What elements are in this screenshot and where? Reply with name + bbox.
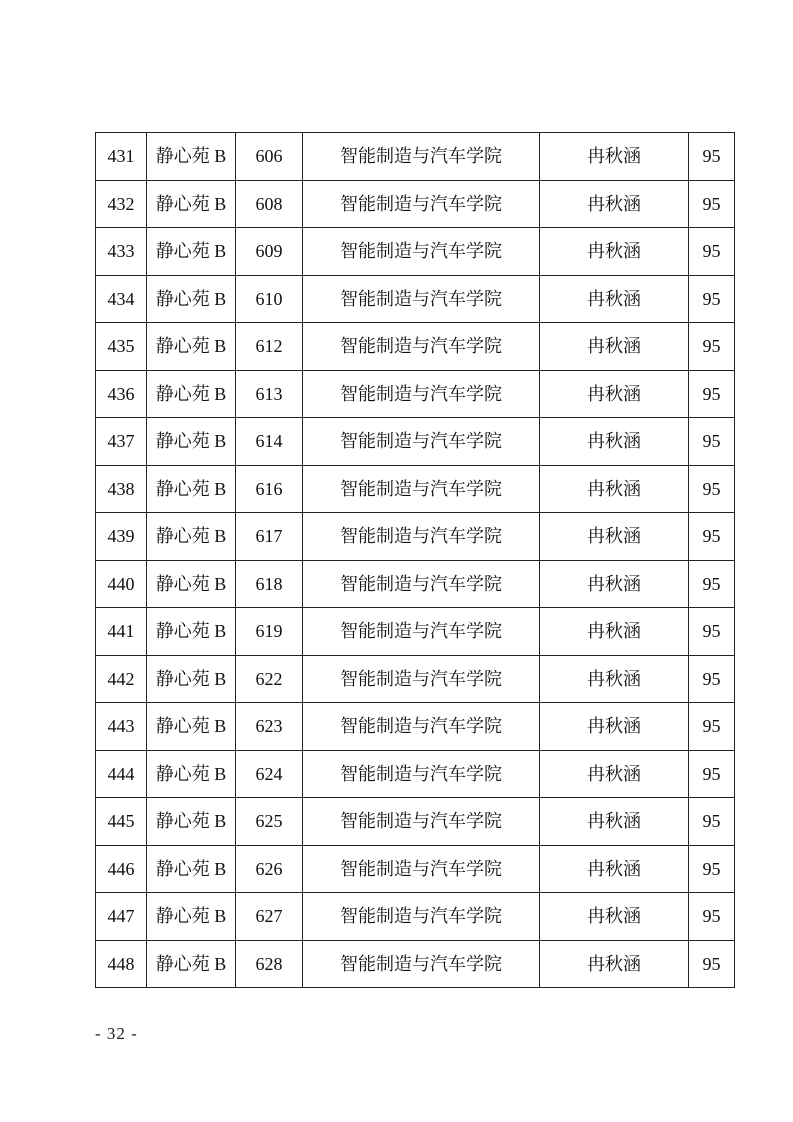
college-cell: 智能制造与汽车学院 <box>303 133 540 181</box>
inspector-cell: 冉秋涵 <box>540 560 689 608</box>
table-row <box>96 228 735 276</box>
row-index-cell: 437 <box>96 418 147 466</box>
row-index-cell: 436 <box>96 370 147 418</box>
building-cell: 静心苑 B <box>147 228 236 276</box>
building-cell: 静心苑 B <box>147 608 236 656</box>
inspector-cell: 冉秋涵 <box>540 655 689 703</box>
room-number-cell: 609 <box>236 228 303 276</box>
building-cell: 静心苑 B <box>147 465 236 513</box>
row-index-cell: 448 <box>96 940 147 988</box>
building-cell: 静心苑 B <box>147 133 236 181</box>
row-index-cell: 431 <box>96 133 147 181</box>
row-index-cell: 435 <box>96 323 147 371</box>
table-row <box>96 275 735 323</box>
inspector-cell: 冉秋涵 <box>540 940 689 988</box>
row-index-cell: 441 <box>96 608 147 656</box>
room-number-cell: 624 <box>236 750 303 798</box>
college-cell: 智能制造与汽车学院 <box>303 845 540 893</box>
row-index-cell: 432 <box>96 180 147 228</box>
inspector-cell: 冉秋涵 <box>540 370 689 418</box>
row-index-cell: 444 <box>96 750 147 798</box>
college-cell: 智能制造与汽车学院 <box>303 560 540 608</box>
building-cell: 静心苑 B <box>147 560 236 608</box>
row-index-cell: 442 <box>96 655 147 703</box>
college-cell: 智能制造与汽车学院 <box>303 655 540 703</box>
score-cell: 95 <box>689 370 735 418</box>
table-row <box>96 940 735 988</box>
score-cell: 95 <box>689 750 735 798</box>
college-cell: 智能制造与汽车学院 <box>303 465 540 513</box>
building-cell: 静心苑 B <box>147 940 236 988</box>
building-cell: 静心苑 B <box>147 750 236 798</box>
building-cell: 静心苑 B <box>147 275 236 323</box>
room-number-cell: 625 <box>236 798 303 846</box>
row-index-cell: 445 <box>96 798 147 846</box>
college-cell: 智能制造与汽车学院 <box>303 608 540 656</box>
row-index-cell: 438 <box>96 465 147 513</box>
table-row <box>96 323 735 371</box>
score-cell: 95 <box>689 180 735 228</box>
score-cell: 95 <box>689 465 735 513</box>
college-cell: 智能制造与汽车学院 <box>303 703 540 751</box>
room-number-cell: 610 <box>236 275 303 323</box>
room-number-cell: 614 <box>236 418 303 466</box>
building-cell: 静心苑 B <box>147 845 236 893</box>
room-number-cell: 613 <box>236 370 303 418</box>
table-row <box>96 798 735 846</box>
building-cell: 静心苑 B <box>147 798 236 846</box>
college-cell: 智能制造与汽车学院 <box>303 418 540 466</box>
college-cell: 智能制造与汽车学院 <box>303 228 540 276</box>
inspector-cell: 冉秋涵 <box>540 465 689 513</box>
building-cell: 静心苑 B <box>147 418 236 466</box>
room-number-cell: 606 <box>236 133 303 181</box>
college-cell: 智能制造与汽车学院 <box>303 940 540 988</box>
building-cell: 静心苑 B <box>147 370 236 418</box>
row-index-cell: 433 <box>96 228 147 276</box>
college-cell: 智能制造与汽车学院 <box>303 370 540 418</box>
table-body <box>96 133 735 988</box>
building-cell: 静心苑 B <box>147 703 236 751</box>
score-cell: 95 <box>689 418 735 466</box>
score-cell: 95 <box>689 703 735 751</box>
score-cell: 95 <box>689 845 735 893</box>
college-cell: 智能制造与汽车学院 <box>303 798 540 846</box>
inspector-cell: 冉秋涵 <box>540 750 689 798</box>
score-cell: 95 <box>689 275 735 323</box>
score-cell: 95 <box>689 513 735 561</box>
table-row <box>96 418 735 466</box>
table-row <box>96 133 735 181</box>
table-row <box>96 608 735 656</box>
table-row <box>96 513 735 561</box>
room-number-cell: 608 <box>236 180 303 228</box>
score-cell: 95 <box>689 133 735 181</box>
inspector-cell: 冉秋涵 <box>540 133 689 181</box>
college-cell: 智能制造与汽车学院 <box>303 275 540 323</box>
room-number-cell: 616 <box>236 465 303 513</box>
table-row <box>96 180 735 228</box>
score-cell: 95 <box>689 893 735 941</box>
inspector-cell: 冉秋涵 <box>540 798 689 846</box>
row-index-cell: 447 <box>96 893 147 941</box>
row-index-cell: 439 <box>96 513 147 561</box>
college-cell: 智能制造与汽车学院 <box>303 893 540 941</box>
table-row <box>96 845 735 893</box>
inspector-cell: 冉秋涵 <box>540 418 689 466</box>
score-cell: 95 <box>689 560 735 608</box>
table-row <box>96 750 735 798</box>
inspector-cell: 冉秋涵 <box>540 703 689 751</box>
table-row <box>96 655 735 703</box>
row-index-cell: 434 <box>96 275 147 323</box>
building-cell: 静心苑 B <box>147 655 236 703</box>
row-index-cell: 446 <box>96 845 147 893</box>
inspector-cell: 冉秋涵 <box>540 893 689 941</box>
score-cell: 95 <box>689 323 735 371</box>
college-cell: 智能制造与汽车学院 <box>303 513 540 561</box>
inspector-cell: 冉秋涵 <box>540 513 689 561</box>
college-cell: 智能制造与汽车学院 <box>303 180 540 228</box>
row-index-cell: 443 <box>96 703 147 751</box>
inspector-cell: 冉秋涵 <box>540 845 689 893</box>
room-number-cell: 612 <box>236 323 303 371</box>
score-cell: 95 <box>689 798 735 846</box>
building-cell: 静心苑 B <box>147 180 236 228</box>
score-cell: 95 <box>689 608 735 656</box>
table-row <box>96 893 735 941</box>
inspector-cell: 冉秋涵 <box>540 228 689 276</box>
room-number-cell: 628 <box>236 940 303 988</box>
room-number-cell: 617 <box>236 513 303 561</box>
inspector-cell: 冉秋涵 <box>540 275 689 323</box>
room-number-cell: 618 <box>236 560 303 608</box>
room-number-cell: 619 <box>236 608 303 656</box>
inspector-cell: 冉秋涵 <box>540 180 689 228</box>
inspector-cell: 冉秋涵 <box>540 323 689 371</box>
page-number: - 32 - <box>95 1024 138 1043</box>
score-cell: 95 <box>689 940 735 988</box>
building-cell: 静心苑 B <box>147 323 236 371</box>
score-cell: 95 <box>689 228 735 276</box>
table-row <box>96 560 735 608</box>
table-row <box>96 465 735 513</box>
room-number-cell: 623 <box>236 703 303 751</box>
college-cell: 智能制造与汽车学院 <box>303 750 540 798</box>
room-number-cell: 627 <box>236 893 303 941</box>
room-number-cell: 622 <box>236 655 303 703</box>
inspector-cell: 冉秋涵 <box>540 608 689 656</box>
score-cell: 95 <box>689 655 735 703</box>
building-cell: 静心苑 B <box>147 513 236 561</box>
room-number-cell: 626 <box>236 845 303 893</box>
college-cell: 智能制造与汽车学院 <box>303 323 540 371</box>
dormitory-score-table <box>95 132 735 988</box>
table-row <box>96 370 735 418</box>
table-row <box>96 703 735 751</box>
row-index-cell: 440 <box>96 560 147 608</box>
building-cell: 静心苑 B <box>147 893 236 941</box>
